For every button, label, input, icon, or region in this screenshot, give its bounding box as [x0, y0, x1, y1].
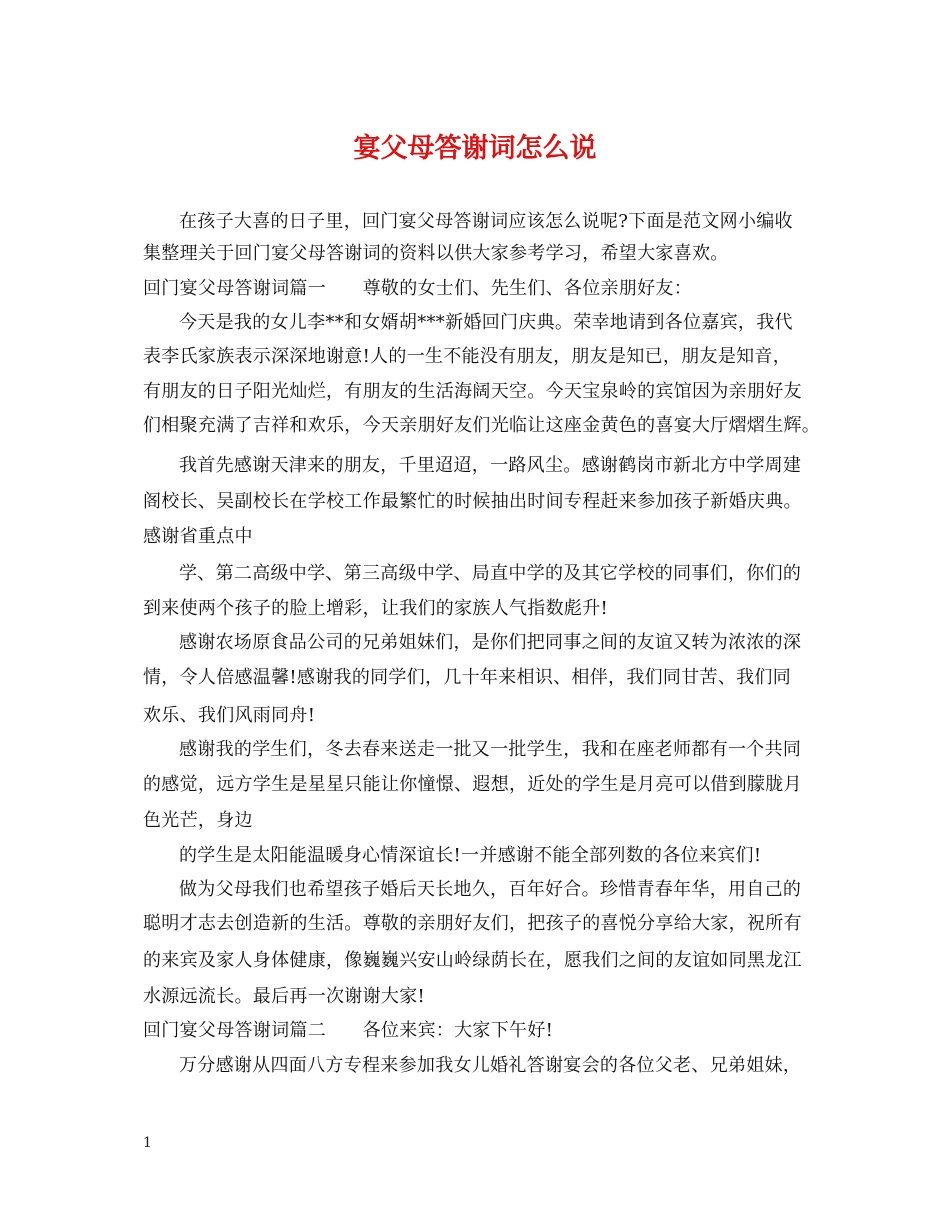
text-line: 感谢我的学生们，冬去春来送走一批又一批学生，我和在座老师都有一个共同	[179, 739, 802, 760]
text-line: 感谢省重点中	[143, 526, 253, 547]
text-line: 学、第二高级中学、第三高级中学、局直中学的及其它学校的同事们，你们的	[179, 563, 802, 584]
document-title: 宴父母答谢词怎么说	[353, 133, 597, 164]
text-line: 万分感谢从四面八方专程来参加我女儿婚礼答谢宴会的各位父老、兄弟姐妹，	[179, 1055, 802, 1076]
text-line: 到来使两个孩子的脸上增彩，让我们的家族人气指数彪升!	[143, 598, 609, 619]
text-line: 今天是我的女儿李**和女婿胡***新婚回门庆典。荣幸地请到各位嘉宾，我代	[179, 312, 793, 333]
text-line: 表李氏家族表示深深地谢意!人的一生不能没有朋友，朋友是知已，朋友是知音，	[143, 346, 792, 367]
text-line: 阁校长、吴副校长在学校工作最繁忙的时候抽出时间专程赶来参加孩子新婚庆典。	[143, 491, 802, 512]
text-line: 聪明才志去创造新的生活。尊敬的亲朋好友们，把孩子的喜悦分享给大家，祝所有	[143, 913, 802, 934]
text-line: 的学生是太阳能温暖身心情深谊长!一并感谢不能全部列数的各位来宾们!	[179, 845, 762, 866]
text-line: 感谢农场原食品公司的兄弟姐妹们，是你们把同事之间的友谊又转为浓浓的深	[179, 632, 802, 653]
text-line: 在孩子大喜的日子里，回门宴父母答谢词应该怎么说呢?下面是范文网小编收	[179, 211, 793, 232]
text-line: 我首先感谢天津来的朋友，千里迢迢，一路风尘。感谢鹤岗市新北方中学周建	[179, 455, 802, 476]
page-number: 1	[143, 1135, 152, 1151]
text-line: 做为父母我们也希望孩子婚后天长地久，百年好合。珍惜青春年华，用自己的	[179, 879, 802, 900]
text-line: 集整理关于回门宴父母答谢词的资料以供大家参考学习，希望大家喜欢。	[143, 243, 729, 264]
section-heading-line: 回门宴父母答谢词篇一 尊敬的女士们、先生们、各位亲朋好友：	[143, 278, 692, 299]
text-line: 的来宾及家人身体健康，像巍巍兴安山岭绿荫长在，愿我们之间的友谊如同黑龙江	[143, 950, 802, 971]
text-line: 水源远流长。最后再一次谢谢大家!	[143, 986, 426, 1007]
text-line: 色光芒，身边	[143, 810, 253, 831]
text-line: 有朋友的日子阳光灿烂，有朋友的生活海阔天空。今天宝泉岭的宾馆因为亲朋好友	[143, 381, 802, 402]
text-line: 们相聚充满了吉祥和欢乐，今天亲朋好友们光临让这座金黄色的喜宴大厅熠熠生辉。	[143, 415, 821, 436]
text-line: 欢乐、我们风雨同舟!	[143, 705, 316, 726]
text-line: 情，令人倍感温馨!感谢我的同学们，几十年来相识、相伴，我们同甘苦、我们同	[143, 667, 792, 688]
section-heading-line: 回门宴父母答谢词篇二 各位来宾：大家下午好!	[143, 1020, 554, 1041]
text-line: 的感觉，远方学生是星星只能让你憧憬、遐想，近处的学生是月亮可以借到朦胧月	[143, 774, 802, 795]
